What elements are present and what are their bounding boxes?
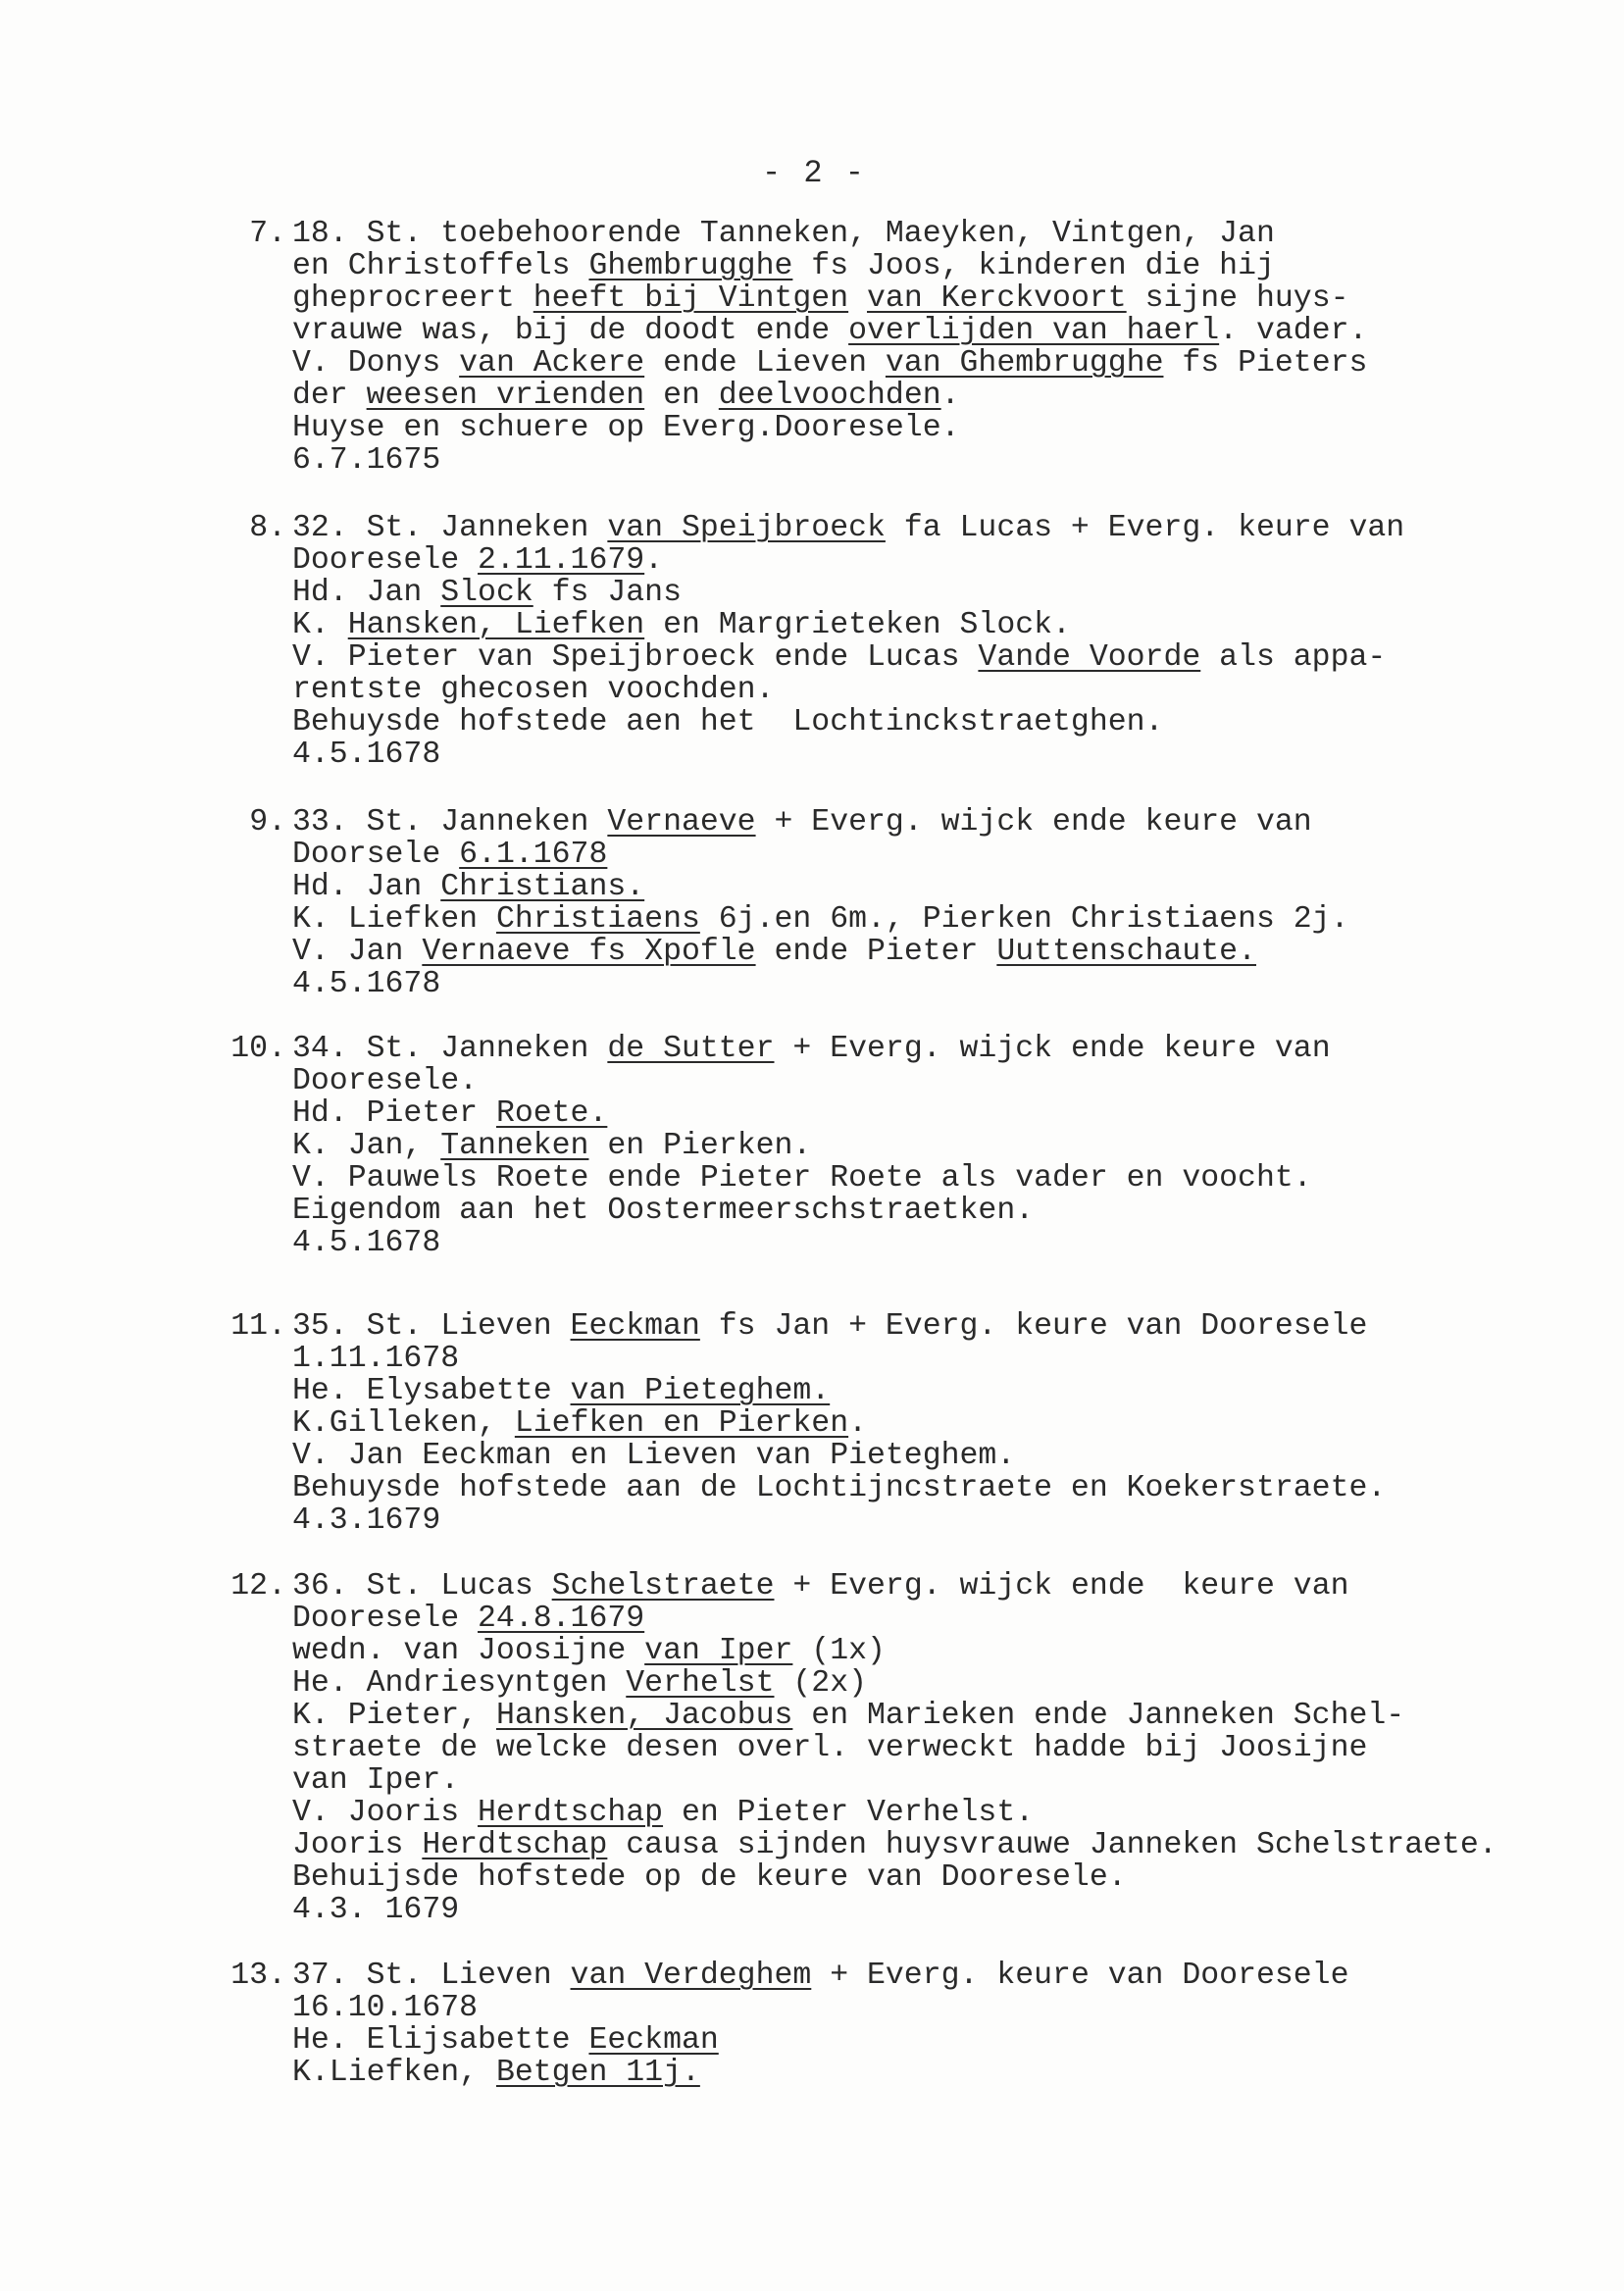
text-line <box>292 1829 1587 1861</box>
underlined-text: van Speijbroeck <box>607 511 886 545</box>
text-line <box>292 1097 1587 1130</box>
text-line <box>292 1960 1587 1992</box>
underlined-text: Roete. <box>495 1096 608 1131</box>
underlined-text: 24.8.1679 <box>478 1602 645 1636</box>
text-segment: 36. St. Lucas <box>292 1569 552 1604</box>
text-segment: en Christoffels <box>292 249 589 283</box>
text-segment: 4.5.1678 <box>292 1226 441 1260</box>
entry-number: 11. <box>230 1309 286 1344</box>
text-segment: Hd. Jan <box>292 870 441 904</box>
text-segment: vrauwe was, bij de doodt ende <box>292 314 849 348</box>
underlined-text: weesen vrienden <box>366 379 645 413</box>
text-segment: Doorsele <box>292 838 460 872</box>
text-line <box>292 1472 1587 1504</box>
text-line <box>292 968 1587 1000</box>
underlined-text: Herdtschap <box>422 1828 608 1862</box>
text-segment: He. Elijsabette <box>292 2023 589 2058</box>
text-segment: K. Pieter, <box>292 1699 496 1733</box>
underlined-text: Slock <box>440 576 533 610</box>
entry-number: 7. <box>249 217 286 251</box>
underlined-text: Christiaens <box>495 902 700 937</box>
underlined-text: Tanneken <box>440 1129 589 1163</box>
underlined-text: van Verdeghem <box>570 1959 812 1993</box>
text-segment: . <box>848 1406 868 1441</box>
text-line <box>292 347 1587 380</box>
text-segment: Behuysde hofstede aan de Lochtijncstraete en Koekerstraete. <box>292 1471 1387 1505</box>
text-segment: K. Liefken <box>292 902 496 937</box>
text-line <box>292 1861 1587 1894</box>
entry-text <box>292 1033 1587 1259</box>
text-segment: . <box>940 379 960 413</box>
underlined-text: deelvoochden <box>718 379 941 413</box>
text-segment: (2x) <box>774 1666 868 1701</box>
text-line <box>292 1033 1587 1065</box>
underlined-text: Vande Voorde <box>978 640 1201 675</box>
text-line <box>292 282 1587 315</box>
text-line <box>292 1440 1587 1472</box>
text-segment: en <box>644 379 719 413</box>
entry-text <box>292 1310 1587 1537</box>
text-segment: 1.11.1678 <box>292 1342 460 1376</box>
text-segment: 6.7.1675 <box>292 443 441 478</box>
text-segment: He. Andriesyntgen <box>292 1666 627 1701</box>
text-segment: 35. St. Lieven <box>292 1309 571 1344</box>
text-segment: ende Pieter <box>755 935 997 969</box>
text-line <box>292 1162 1587 1195</box>
text-segment: + Everg. wijck ende keure van <box>774 1569 1349 1604</box>
text-segment: V. Jooris <box>292 1796 479 1830</box>
text-line <box>292 1667 1587 1700</box>
entry-text <box>292 806 1587 1000</box>
entry-text <box>292 218 1587 477</box>
text-segment: V. Pieter van Speijbroeck ende Lucas <box>292 640 979 675</box>
text-line <box>292 1570 1587 1603</box>
text-segment: V. Donys <box>292 346 460 381</box>
underlined-text: heeft bij Vintgen <box>533 281 849 316</box>
underlined-text: Eeckman <box>570 1309 700 1344</box>
text-line <box>292 1504 1587 1537</box>
text-segment: + Everg. wijck ende keure van <box>774 1032 1331 1066</box>
text-segment: als appa- <box>1200 640 1387 675</box>
underlined-text: Vernaeve fs Xpofle <box>422 935 756 969</box>
page-number: - 2 - <box>761 155 866 191</box>
underlined-text: van Pieteghem. <box>570 1374 831 1408</box>
text-segment: en Marieken ende Janneken Schel- <box>792 1699 1405 1733</box>
text-line <box>292 1407 1587 1440</box>
text-segment: 4.3.1679 <box>292 1503 441 1538</box>
text-segment: fs Joos, kinderen die hij <box>792 249 1275 283</box>
entry-number: 12. <box>230 1569 286 1604</box>
entry-number: 9. <box>249 805 286 840</box>
text-segment: Dooresele <box>292 543 479 578</box>
underlined-text: Betgen 11j. <box>495 2056 700 2090</box>
text-segment <box>848 281 867 316</box>
text-line <box>292 609 1587 641</box>
text-line <box>292 1764 1587 1797</box>
text-segment: 4.5.1678 <box>292 738 441 772</box>
text-line <box>292 1195 1587 1227</box>
text-line <box>292 444 1587 477</box>
text-segment: Hd. Pieter <box>292 1096 496 1131</box>
text-segment: + Everg. keure van Dooresele <box>811 1959 1349 1993</box>
text-segment: 6j.en 6m., Pierken Christiaens 2j. <box>699 902 1349 937</box>
text-line <box>292 641 1587 674</box>
entry-number: 8. <box>249 511 286 545</box>
text-segment: (1x) <box>792 1634 886 1668</box>
underlined-text: van Kerckvoort <box>867 281 1127 316</box>
text-segment: gheprocreert <box>292 281 533 316</box>
underlined-text: Uuttenschaute. <box>996 935 1256 969</box>
text-segment: en Margrieteken Slock. <box>644 608 1071 642</box>
text-line <box>292 903 1587 936</box>
text-line <box>292 1992 1587 2024</box>
text-segment: He. Elysabette <box>292 1374 571 1408</box>
underlined-text: Schelstraete <box>551 1569 775 1604</box>
entry-text <box>292 1960 1587 2089</box>
text-line <box>292 512 1587 544</box>
text-line <box>292 871 1587 903</box>
underlined-text: Hansken, Liefken <box>347 608 645 642</box>
text-line <box>292 1732 1587 1764</box>
text-segment: van Iper. <box>292 1763 460 1798</box>
text-line <box>292 706 1587 738</box>
text-line <box>292 936 1587 968</box>
entry-number: 13. <box>230 1959 286 1993</box>
underlined-text: Herdtschap <box>478 1796 664 1830</box>
text-segment: causa sijnden huysvrauwe Janneken Schelstraete. <box>607 1828 1497 1862</box>
text-segment: V. Jan Eeckman en Lieven van Pieteghem. <box>292 1439 1016 1473</box>
text-segment: 37. St. Lieven <box>292 1959 571 1993</box>
text-segment: K.Gilleken, <box>292 1406 515 1441</box>
text-segment: en Pieter Verhelst. <box>663 1796 1035 1830</box>
text-segment: 33. St. Janneken <box>292 805 608 840</box>
text-line <box>292 1603 1587 1635</box>
text-line <box>292 839 1587 871</box>
underlined-text: Liefken en Pierken <box>514 1406 849 1441</box>
text-line <box>292 577 1587 609</box>
text-segment: rentste ghecosen voochden. <box>292 673 775 707</box>
underlined-text: de Sutter <box>607 1032 775 1066</box>
text-segment: . <box>644 543 664 578</box>
text-line <box>292 315 1587 347</box>
text-segment: sijne huys- <box>1126 281 1349 316</box>
underlined-text: van Iper <box>644 1634 793 1668</box>
text-segment: K.Liefken, <box>292 2056 496 2090</box>
text-line <box>292 1797 1587 1829</box>
text-segment: fa Lucas + Everg. keure van <box>885 511 1405 545</box>
text-segment: en Pierken. <box>588 1129 812 1163</box>
underlined-text: overlijden van haerl <box>848 314 1220 348</box>
text-segment: fs Jans <box>533 576 682 610</box>
text-line <box>292 2057 1587 2089</box>
underlined-text: Hansken, Jacobus <box>495 1699 793 1733</box>
underlined-text: van Ghembrugghe <box>885 346 1164 381</box>
entry-text <box>292 512 1587 771</box>
text-segment: Jooris <box>292 1828 423 1862</box>
text-line <box>292 1310 1587 1343</box>
text-segment: 4.5.1678 <box>292 967 441 1001</box>
text-line <box>292 674 1587 706</box>
text-line <box>292 1227 1587 1259</box>
text-line <box>292 1635 1587 1667</box>
text-segment: ende Lieven <box>644 346 886 381</box>
text-line <box>292 412 1587 444</box>
text-line <box>292 1894 1587 1926</box>
underlined-text: van Ackere <box>459 346 645 381</box>
text-segment: Eigendom aan het Oostermeerschstraetken. <box>292 1194 1035 1228</box>
text-line <box>292 544 1587 577</box>
underlined-text: Christians. <box>440 870 645 904</box>
text-segment: Huyse en schuere op Everg.Dooresele. <box>292 411 960 445</box>
underlined-text: Verhelst <box>626 1666 775 1701</box>
underlined-text: Ghembrugghe <box>588 249 793 283</box>
underlined-text: Vernaeve <box>607 805 756 840</box>
entry-number: 10. <box>230 1032 286 1066</box>
text-line <box>292 1065 1587 1097</box>
text-line <box>292 1130 1587 1162</box>
text-segment: der <box>292 379 367 413</box>
text-line <box>292 1700 1587 1732</box>
text-line <box>292 1375 1587 1407</box>
text-segment: fs Jan + Everg. keure van Dooresele <box>699 1309 1368 1344</box>
text-segment: 32. St. Janneken <box>292 511 608 545</box>
text-segment: fs Pieters <box>1163 346 1368 381</box>
text-segment: 34. St. Janneken <box>292 1032 608 1066</box>
text-segment: K. Jan, <box>292 1129 441 1163</box>
text-segment: Behuysde hofstede aen het Lochtinckstraetghen. <box>292 705 1164 739</box>
underlined-text: 6.1.1678 <box>459 838 608 872</box>
text-segment: 16.10.1678 <box>292 1991 479 2025</box>
text-segment: straete de welcke desen overl. verweckt hadde bij Joosijne <box>292 1731 1368 1765</box>
entry-text <box>292 1570 1587 1926</box>
text-line <box>292 1343 1587 1375</box>
text-line <box>292 2024 1587 2057</box>
text-segment: wedn. van Joosijne <box>292 1634 645 1668</box>
text-segment: + Everg. wijck ende keure van <box>755 805 1312 840</box>
text-segment: K. <box>292 608 348 642</box>
text-line <box>292 250 1587 282</box>
text-segment: Hd. Jan <box>292 576 441 610</box>
underlined-text: 2.11.1679 <box>478 543 645 578</box>
text-segment: V. Pauwels Roete ende Pieter Roete als vader en voocht. <box>292 1161 1312 1196</box>
text-segment: Dooresele. <box>292 1064 479 1098</box>
text-segment: Behuijsde hofstede op de keure van Dooresele. <box>292 1860 1127 1895</box>
underlined-text: Eeckman <box>588 2023 719 2058</box>
text-segment: 4.3. 1679 <box>292 1893 460 1927</box>
text-line <box>292 218 1587 250</box>
text-line <box>292 806 1587 839</box>
text-segment: 18. St. toebehoorende Tanneken, Maeyken, Vintgen, Jan <box>292 217 1275 251</box>
text-segment: V. Jan <box>292 935 423 969</box>
text-line <box>292 380 1587 412</box>
text-segment: Dooresele <box>292 1602 479 1636</box>
text-segment: . vader. <box>1219 314 1368 348</box>
text-line <box>292 738 1587 771</box>
